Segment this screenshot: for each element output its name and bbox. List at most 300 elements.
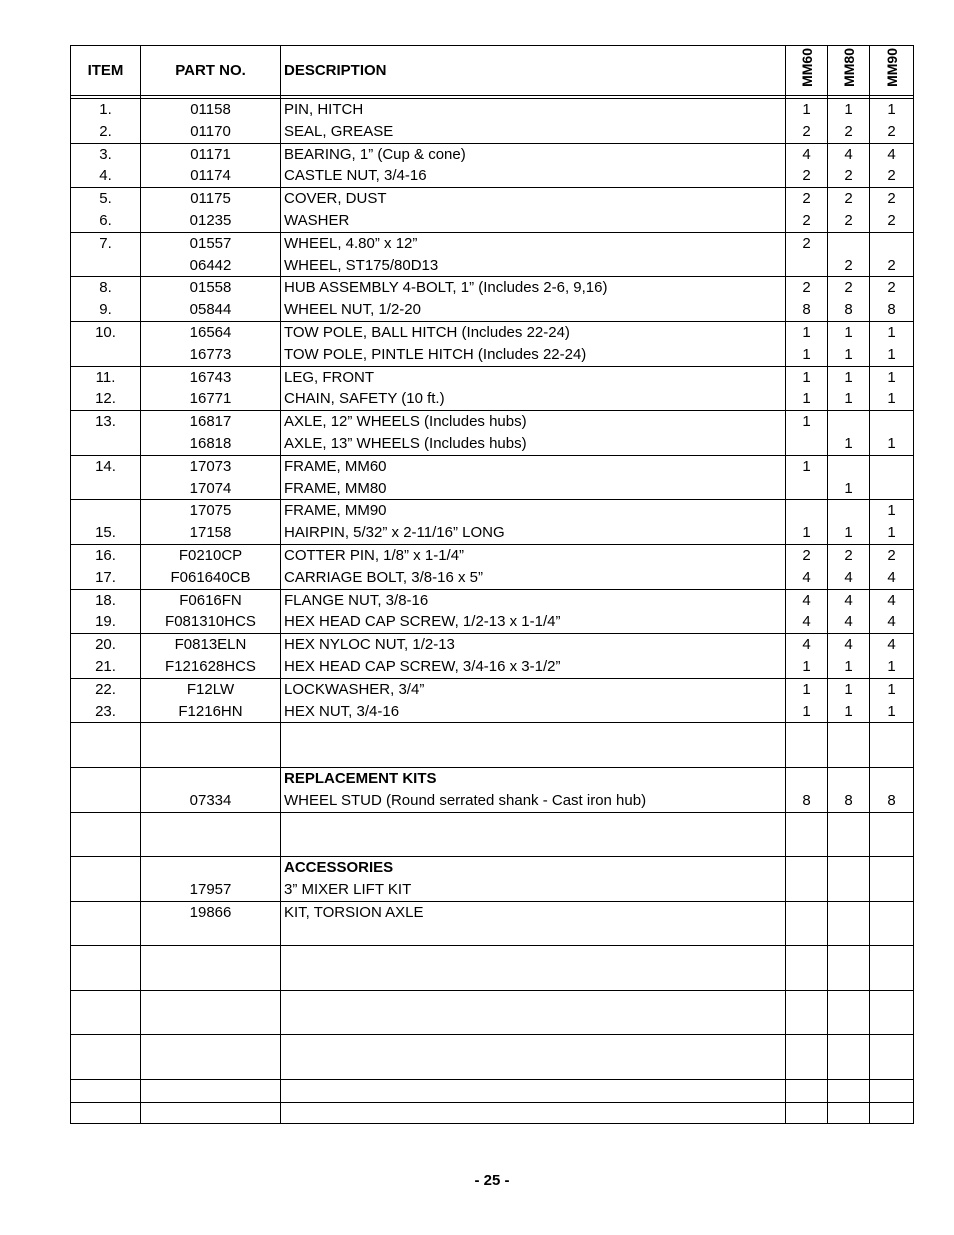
part-number: 17073	[141, 455, 281, 477]
part-description: HUB ASSEMBLY 4-BOLT, 1” (Includes 2-6, 9,16)	[281, 277, 786, 299]
qty-mm60	[786, 834, 828, 856]
qty-mm60: 1	[786, 678, 828, 700]
part-number: F0616FN	[141, 589, 281, 611]
qty-mm90	[870, 990, 914, 1012]
part-description	[281, 1057, 786, 1079]
table-row	[71, 544, 914, 566]
part-description	[281, 834, 786, 856]
qty-mm80	[828, 990, 870, 1012]
part-description: HEX HEAD CAP SCREW, 3/4-16 x 3-1/2”	[281, 656, 786, 678]
item-number: 15.	[71, 522, 141, 544]
part-description: KIT, TORSION AXLE	[281, 901, 786, 923]
qty-mm60	[786, 923, 828, 945]
qty-mm80	[828, 500, 870, 522]
part-description	[281, 1035, 786, 1057]
qty-mm80: 2	[828, 210, 870, 232]
qty-mm80: 2	[828, 165, 870, 187]
table-row	[71, 277, 914, 299]
part-description: AXLE, 13” WHEELS (Includes hubs)	[281, 433, 786, 455]
part-number: 01171	[141, 143, 281, 165]
part-description: LEG, FRONT	[281, 366, 786, 388]
qty-mm90	[870, 968, 914, 990]
item-number: 12.	[71, 388, 141, 410]
qty-mm60: 2	[786, 210, 828, 232]
qty-mm60: 1	[786, 321, 828, 343]
item-number: 3.	[71, 143, 141, 165]
page-number: - 25 -	[474, 1172, 510, 1189]
part-number	[141, 990, 281, 1012]
qty-mm60	[786, 500, 828, 522]
item-number	[71, 946, 141, 968]
table-row	[71, 879, 914, 901]
item-number: 16.	[71, 544, 141, 566]
item-number	[71, 767, 141, 789]
item-number	[71, 1080, 141, 1103]
table-row	[71, 1013, 914, 1035]
part-description: FRAME, MM80	[281, 478, 786, 500]
qty-mm60	[786, 946, 828, 968]
part-description: BEARING, 1” (Cup & cone)	[281, 143, 786, 165]
parts-rows	[71, 99, 914, 1124]
table-row	[71, 745, 914, 767]
part-description: FLANGE NUT, 3/8-16	[281, 589, 786, 611]
qty-mm60	[786, 968, 828, 990]
item-number: 20.	[71, 634, 141, 656]
part-description: HAIRPIN, 5/32” x 2-11/16” LONG	[281, 522, 786, 544]
item-number	[71, 478, 141, 500]
qty-mm60	[786, 1080, 828, 1103]
qty-mm90: 1	[870, 344, 914, 366]
qty-mm90	[870, 879, 914, 901]
item-number: 5.	[71, 188, 141, 210]
item-number: 13.	[71, 411, 141, 433]
qty-mm90	[870, 857, 914, 879]
qty-mm80: 1	[828, 656, 870, 678]
part-description	[281, 723, 786, 745]
qty-mm90	[870, 745, 914, 767]
part-description: WHEEL, 4.80” x 12”	[281, 232, 786, 254]
qty-mm90: 1	[870, 701, 914, 723]
part-description: CASTLE NUT, 3/4-16	[281, 165, 786, 187]
qty-mm60: 1	[786, 455, 828, 477]
table-row	[71, 589, 914, 611]
header-model-mm90	[870, 46, 914, 96]
part-number	[141, 857, 281, 879]
qty-mm60: 1	[786, 99, 828, 121]
table-row	[71, 923, 914, 945]
qty-mm90: 4	[870, 567, 914, 589]
qty-mm60	[786, 255, 828, 277]
qty-mm90: 1	[870, 656, 914, 678]
qty-mm90	[870, 455, 914, 477]
part-number	[141, 812, 281, 834]
part-number: 19866	[141, 901, 281, 923]
qty-mm80	[828, 455, 870, 477]
qty-mm60: 4	[786, 634, 828, 656]
qty-mm80: 4	[828, 143, 870, 165]
part-description: HEX HEAD CAP SCREW, 1/2-13 x 1-1/4”	[281, 611, 786, 633]
part-number: F12LW	[141, 678, 281, 700]
qty-mm80	[828, 812, 870, 834]
qty-mm90	[870, 1035, 914, 1057]
item-number	[71, 255, 141, 277]
table-row	[71, 946, 914, 968]
qty-mm90	[870, 723, 914, 745]
qty-mm90: 1	[870, 433, 914, 455]
qty-mm80: 2	[828, 188, 870, 210]
item-number	[71, 857, 141, 879]
item-number	[71, 1035, 141, 1057]
part-description: WHEEL, ST175/80D13	[281, 255, 786, 277]
item-number: 1.	[71, 99, 141, 121]
part-number: 01235	[141, 210, 281, 232]
table-row	[71, 522, 914, 544]
table-row	[71, 611, 914, 633]
table-row	[71, 210, 914, 232]
table-row	[71, 232, 914, 254]
qty-mm90	[870, 834, 914, 856]
table-row	[71, 901, 914, 923]
part-number: 05844	[141, 299, 281, 321]
table-row	[71, 834, 914, 856]
qty-mm90	[870, 1102, 914, 1123]
qty-mm90: 4	[870, 143, 914, 165]
qty-mm80: 1	[828, 366, 870, 388]
qty-mm80	[828, 232, 870, 254]
qty-mm80: 8	[828, 790, 870, 812]
qty-mm90: 4	[870, 634, 914, 656]
part-number	[141, 1057, 281, 1079]
item-number: 23.	[71, 701, 141, 723]
item-number: 9.	[71, 299, 141, 321]
qty-mm60	[786, 1013, 828, 1035]
part-number: 01175	[141, 188, 281, 210]
part-number	[141, 834, 281, 856]
table-row	[71, 500, 914, 522]
part-number: 06442	[141, 255, 281, 277]
part-description: TOW POLE, PINTLE HITCH (Includes 22-24)	[281, 344, 786, 366]
qty-mm80: 4	[828, 611, 870, 633]
item-number	[71, 790, 141, 812]
part-number: F121628HCS	[141, 656, 281, 678]
qty-mm80	[828, 1057, 870, 1079]
part-description	[281, 745, 786, 767]
table-row	[71, 567, 914, 589]
table-row	[71, 255, 914, 277]
qty-mm80	[828, 857, 870, 879]
part-description: PIN, HITCH	[281, 99, 786, 121]
table-row	[71, 1035, 914, 1057]
table-row	[71, 990, 914, 1012]
qty-mm80	[828, 1102, 870, 1123]
part-number: 01170	[141, 121, 281, 143]
qty-mm60: 8	[786, 790, 828, 812]
part-number	[141, 923, 281, 945]
model-label: MM80	[840, 47, 857, 87]
qty-mm60	[786, 857, 828, 879]
item-number: 6.	[71, 210, 141, 232]
item-number: 14.	[71, 455, 141, 477]
part-description	[281, 812, 786, 834]
table-row	[71, 344, 914, 366]
part-description: COVER, DUST	[281, 188, 786, 210]
part-number	[141, 1013, 281, 1035]
qty-mm80	[828, 1013, 870, 1035]
part-description: WASHER	[281, 210, 786, 232]
table-row	[71, 321, 914, 343]
qty-mm90	[870, 946, 914, 968]
qty-mm80	[828, 923, 870, 945]
part-number: F0210CP	[141, 544, 281, 566]
qty-mm80: 8	[828, 299, 870, 321]
table-row	[71, 790, 914, 812]
table-row	[71, 188, 914, 210]
part-number: 16817	[141, 411, 281, 433]
qty-mm80	[828, 901, 870, 923]
qty-mm80: 4	[828, 567, 870, 589]
part-description: HEX NUT, 3/4-16	[281, 701, 786, 723]
qty-mm80	[828, 1080, 870, 1103]
qty-mm80: 1	[828, 678, 870, 700]
item-number	[71, 344, 141, 366]
qty-mm60: 1	[786, 701, 828, 723]
qty-mm60	[786, 1102, 828, 1123]
qty-mm90: 1	[870, 99, 914, 121]
qty-mm80: 2	[828, 544, 870, 566]
part-number	[141, 767, 281, 789]
qty-mm90: 2	[870, 277, 914, 299]
item-number: 11.	[71, 366, 141, 388]
item-number	[71, 500, 141, 522]
table-row	[71, 366, 914, 388]
qty-mm90	[870, 232, 914, 254]
qty-mm80: 4	[828, 634, 870, 656]
qty-mm90	[870, 901, 914, 923]
qty-mm60: 1	[786, 388, 828, 410]
qty-mm80: 1	[828, 99, 870, 121]
qty-mm90	[870, 1057, 914, 1079]
qty-mm60: 1	[786, 344, 828, 366]
item-number	[71, 879, 141, 901]
part-description: CARRIAGE BOLT, 3/8-16 x 5”	[281, 567, 786, 589]
table-row	[71, 857, 914, 879]
table-row	[71, 767, 914, 789]
qty-mm90	[870, 1080, 914, 1103]
qty-mm90: 8	[870, 790, 914, 812]
qty-mm80	[828, 767, 870, 789]
qty-mm90: 1	[870, 522, 914, 544]
part-number	[141, 946, 281, 968]
part-description	[281, 968, 786, 990]
qty-mm80: 2	[828, 255, 870, 277]
part-number: 17075	[141, 500, 281, 522]
qty-mm60: 2	[786, 165, 828, 187]
part-number: 01174	[141, 165, 281, 187]
item-number: 7.	[71, 232, 141, 254]
table-row	[71, 299, 914, 321]
part-description	[281, 1080, 786, 1103]
item-number	[71, 1102, 141, 1123]
qty-mm80	[828, 745, 870, 767]
table-row	[71, 121, 914, 143]
table-row	[71, 478, 914, 500]
item-number: 2.	[71, 121, 141, 143]
part-number: F061640CB	[141, 567, 281, 589]
item-number	[71, 433, 141, 455]
qty-mm90: 2	[870, 188, 914, 210]
item-number	[71, 968, 141, 990]
qty-mm90: 1	[870, 321, 914, 343]
table-row	[71, 1080, 914, 1103]
qty-mm90: 2	[870, 210, 914, 232]
part-number: F081310HCS	[141, 611, 281, 633]
item-number	[71, 745, 141, 767]
qty-mm60: 4	[786, 589, 828, 611]
part-number: 16773	[141, 344, 281, 366]
part-number: 01558	[141, 277, 281, 299]
qty-mm60: 1	[786, 411, 828, 433]
qty-mm80	[828, 1035, 870, 1057]
item-number: 8.	[71, 277, 141, 299]
qty-mm90	[870, 923, 914, 945]
header-item: ITEM	[71, 46, 141, 96]
item-number: 19.	[71, 611, 141, 633]
qty-mm90	[870, 1013, 914, 1035]
item-number: 21.	[71, 656, 141, 678]
qty-mm80	[828, 411, 870, 433]
qty-mm80: 1	[828, 433, 870, 455]
part-number: 17158	[141, 522, 281, 544]
qty-mm80: 4	[828, 589, 870, 611]
part-description	[281, 923, 786, 945]
table-row	[71, 812, 914, 834]
part-description: AXLE, 12” WHEELS (Includes hubs)	[281, 411, 786, 433]
qty-mm60: 2	[786, 121, 828, 143]
qty-mm90: 4	[870, 611, 914, 633]
item-number	[71, 923, 141, 945]
qty-mm60: 2	[786, 188, 828, 210]
header-description: DESCRIPTION	[281, 46, 786, 96]
qty-mm60: 1	[786, 656, 828, 678]
qty-mm60	[786, 879, 828, 901]
part-description: FRAME, MM60	[281, 455, 786, 477]
part-description: SEAL, GREASE	[281, 121, 786, 143]
qty-mm60: 2	[786, 232, 828, 254]
table-row	[71, 388, 914, 410]
table-row	[71, 143, 914, 165]
table-row	[71, 634, 914, 656]
item-number	[71, 723, 141, 745]
qty-mm60: 2	[786, 544, 828, 566]
table-row	[71, 165, 914, 187]
item-number	[71, 1057, 141, 1079]
qty-mm80	[828, 723, 870, 745]
table-row	[71, 99, 914, 121]
part-description: WHEEL STUD (Round serrated shank - Cast iron hub)	[281, 790, 786, 812]
qty-mm80: 1	[828, 388, 870, 410]
part-description: COTTER PIN, 1/8” x 1-1/4”	[281, 544, 786, 566]
part-description: FRAME, MM90	[281, 500, 786, 522]
qty-mm90	[870, 812, 914, 834]
qty-mm60: 8	[786, 299, 828, 321]
table-row	[71, 1057, 914, 1079]
part-number	[141, 1102, 281, 1123]
part-description	[281, 1102, 786, 1123]
part-description	[281, 946, 786, 968]
item-number: 18.	[71, 589, 141, 611]
item-number	[71, 990, 141, 1012]
table-row	[71, 455, 914, 477]
item-number	[71, 1013, 141, 1035]
qty-mm60: 2	[786, 277, 828, 299]
qty-mm60: 1	[786, 366, 828, 388]
item-number	[71, 812, 141, 834]
qty-mm60: 1	[786, 522, 828, 544]
part-description	[281, 1013, 786, 1035]
qty-mm90: 2	[870, 165, 914, 187]
qty-mm90: 1	[870, 678, 914, 700]
qty-mm90: 2	[870, 121, 914, 143]
part-description	[281, 990, 786, 1012]
part-number	[141, 968, 281, 990]
qty-mm60	[786, 767, 828, 789]
qty-mm90: 1	[870, 366, 914, 388]
part-number: 17074	[141, 478, 281, 500]
part-description: TOW POLE, BALL HITCH (Includes 22-24)	[281, 321, 786, 343]
qty-mm90: 8	[870, 299, 914, 321]
qty-mm80	[828, 879, 870, 901]
header-part-no: PART NO.	[141, 46, 281, 96]
header-model-mm60	[786, 46, 828, 96]
item-number: 17.	[71, 567, 141, 589]
qty-mm80: 1	[828, 321, 870, 343]
model-label: MM60	[798, 47, 815, 87]
qty-mm90	[870, 411, 914, 433]
table-row	[71, 411, 914, 433]
item-number	[71, 834, 141, 856]
qty-mm60	[786, 723, 828, 745]
qty-mm60	[786, 812, 828, 834]
part-number: 16564	[141, 321, 281, 343]
part-description: WHEEL NUT, 1/2-20	[281, 299, 786, 321]
qty-mm90: 2	[870, 544, 914, 566]
table-row	[71, 701, 914, 723]
qty-mm80: 2	[828, 121, 870, 143]
part-number	[141, 745, 281, 767]
qty-mm80	[828, 834, 870, 856]
table-row	[71, 1102, 914, 1123]
table-row	[71, 433, 914, 455]
part-description: ACCESSORIES	[281, 857, 786, 879]
model-label: MM90	[883, 47, 900, 87]
item-number: 10.	[71, 321, 141, 343]
part-number	[141, 723, 281, 745]
part-number: 16771	[141, 388, 281, 410]
header-model-mm80	[828, 46, 870, 96]
part-number: 17957	[141, 879, 281, 901]
qty-mm90	[870, 478, 914, 500]
part-number	[141, 1035, 281, 1057]
parts-list-table	[70, 45, 914, 1124]
qty-mm60	[786, 433, 828, 455]
part-number: 16818	[141, 433, 281, 455]
qty-mm90	[870, 767, 914, 789]
item-number: 4.	[71, 165, 141, 187]
part-number: F1216HN	[141, 701, 281, 723]
qty-mm80: 1	[828, 522, 870, 544]
qty-mm80: 1	[828, 701, 870, 723]
qty-mm90: 4	[870, 589, 914, 611]
